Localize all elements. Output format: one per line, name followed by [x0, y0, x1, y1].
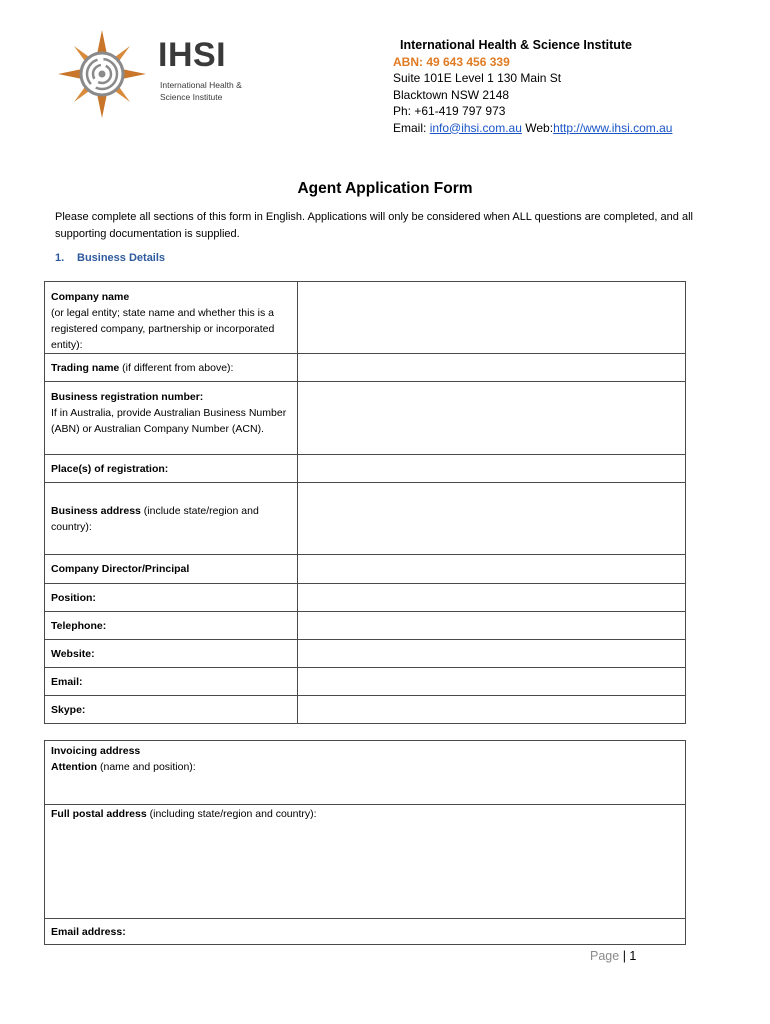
section-title: Business Details — [77, 252, 166, 264]
place-of-registration-field[interactable] — [297, 455, 685, 483]
page-label: Page — [590, 949, 620, 963]
postal-address-hint: (including state/region and country): — [146, 808, 317, 820]
director-field[interactable] — [297, 555, 685, 584]
page-footer — [590, 949, 636, 963]
table-row — [45, 584, 686, 612]
website-link[interactable]: http://www.ihsi.com.au — [553, 120, 673, 135]
page-number: 1 — [629, 949, 637, 963]
invoicing-address-field[interactable] — [45, 741, 686, 805]
address-line-2: Blacktown NSW 2148 — [393, 87, 510, 102]
skype-label: Skype: — [45, 696, 298, 724]
table-row — [45, 668, 686, 696]
invoicing-table — [44, 740, 686, 945]
form-title: Agent Application Form — [297, 180, 473, 197]
table-row — [45, 741, 686, 805]
organization-abn: ABN: 49 643 456 339 — [393, 54, 510, 69]
company-name-label: Company name (or legal entity; state name and whether this is a registered company, partnership or incorporated entity): — [45, 282, 298, 354]
table-row — [45, 612, 686, 640]
form-intro: Please complete all sections of this form in English. Applications will only be considered when ALL questions are completed, and all supporting documentation is supplied. — [55, 211, 693, 240]
section-heading — [55, 252, 165, 264]
telephone-field[interactable] — [297, 612, 685, 640]
table-row — [45, 483, 686, 555]
table-row — [45, 382, 686, 455]
company-name-field[interactable] — [297, 282, 685, 354]
web-label: Web: — [525, 120, 554, 135]
table-row — [45, 805, 686, 919]
postal-address-label: Full postal address — [51, 808, 147, 820]
table-row — [45, 919, 686, 945]
email-address-field[interactable] — [45, 919, 686, 945]
address-line-1: Suite 101E Level 1 130 Main St — [393, 71, 562, 85]
business-details-table — [44, 281, 686, 724]
director-label: Company Director/Principal — [45, 555, 298, 584]
attention-hint: (name and position): — [97, 761, 196, 773]
position-label: Position: — [45, 584, 298, 612]
table-row — [45, 354, 686, 382]
business-registration-label: Business registration number: If in Australia, provide Australian Business Number (ABN) or Australian Company Number (ACN). — [45, 382, 298, 455]
place-of-registration-label: Place(s) of registration: — [45, 455, 298, 483]
email-web-line — [393, 120, 672, 137]
business-address-field[interactable] — [297, 483, 685, 555]
email-field[interactable] — [297, 668, 685, 696]
email-label-cell: Email: — [45, 668, 298, 696]
organization-name: International Health & Science Institute — [400, 38, 632, 52]
table-row — [45, 696, 686, 724]
table-row — [45, 455, 686, 483]
organization-contact-block — [393, 37, 672, 136]
logo-acronym: IHSI — [158, 36, 227, 74]
trading-name-label: Trading name (if different from above): — [45, 354, 298, 382]
postal-address-field[interactable] — [45, 805, 686, 919]
attention-label: Attention — [51, 761, 98, 773]
email-address-label: Email address: — [51, 925, 126, 938]
skype-field[interactable] — [297, 696, 685, 724]
trading-name-field[interactable] — [297, 354, 685, 382]
business-registration-field[interactable] — [297, 382, 685, 455]
position-field[interactable] — [297, 584, 685, 612]
phone-number: Ph: +61-419 797 973 — [393, 104, 506, 118]
table-row — [45, 282, 686, 354]
business-address-label: Business address (include state/region and country): — [45, 483, 298, 555]
email-link[interactable]: info@ihsi.com.au — [429, 120, 522, 135]
website-field[interactable] — [297, 640, 685, 668]
email-label: Email: — [393, 120, 427, 135]
website-label: Website: — [45, 640, 298, 668]
table-row — [45, 555, 686, 584]
invoicing-address-label: Invoicing address — [51, 745, 141, 757]
table-row — [45, 640, 686, 668]
telephone-label: Telephone: — [45, 612, 298, 640]
logo-subtitle: International Health & Science Institute — [160, 80, 242, 102]
section-number: 1. — [55, 252, 65, 264]
page-separator: | — [622, 949, 626, 963]
